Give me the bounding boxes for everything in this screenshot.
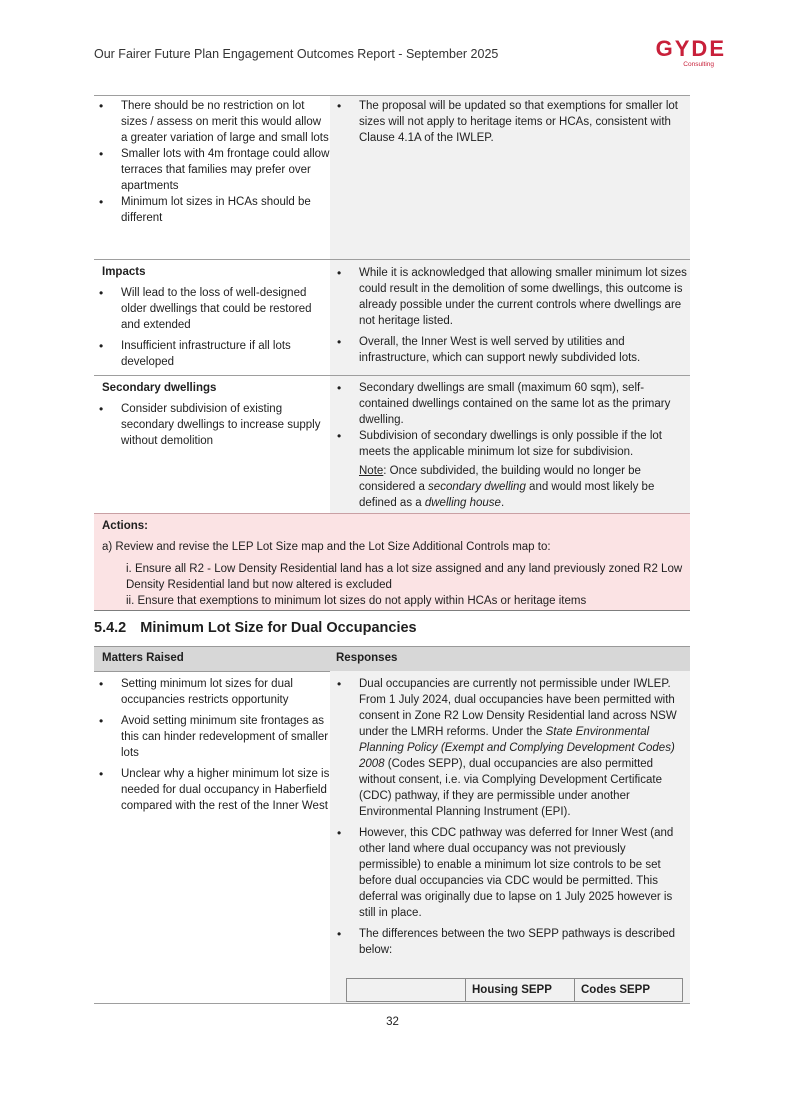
note-emphasis: dwelling house [424,497,501,509]
actions-box [94,513,690,611]
actions-subitems [94,555,690,609]
logo-subtitle: Consulting [683,61,714,68]
list-item: • While it is acknowledged that allowing smaller minimum lot sizes could result in the demolition of some dwellings, this outcome is already possible under the current controls where dwellings are not heritage listed. [359,265,690,329]
section-title [94,620,417,636]
matters-cell [94,96,330,260]
table-row [94,260,690,376]
list-item: • Unclear why a higher minimum lot size is needed for dual occupancy in Haberfield compared with the rest of the Inner West [121,766,330,814]
list-item: • Minimum lot sizes in HCAs should be different [121,194,330,226]
sepp-comparison-table [346,978,683,1002]
column-header-matters: Matters Raised [102,652,184,664]
response-text: Dual occupancies are currently not permissible under IWLEP. From 1 July 2024, dual occupancies have been permitted with consent in Zone R2 Low Density Residential land across NSW under the LMRH reforms. Under the [359,678,677,738]
list-item: • Will lead to the loss of well-designed older dwellings that could be restored and extended [121,285,330,333]
row-heading: Secondary dwellings [102,382,217,394]
matters-cell [94,376,330,516]
note-label: Note [359,465,384,477]
table-row [94,96,690,260]
list-item: • Subdivision of secondary dwellings is only possible if the lot meets the applicable minimum lot size for subdivision. [359,428,690,460]
note-text: and would most likely be defined as a [359,481,655,509]
list-item: • However, this CDC pathway was deferred for Inner West (and other land where dual occupancy was not previously permissible) to enable a minimum lot size controls to be set before dual occupancies via CDC would be permitted. This deferral was originally due to lapse on 1 July 2025 however is still in place. [359,825,690,921]
row-heading: Impacts [102,266,146,278]
section-number: 5.4.2 [94,620,127,636]
dual-occupancy-table [94,671,690,1004]
table-row [347,979,683,1002]
list-item: • Secondary dwellings are small (maximum 60 sqm), self-contained dwellings contained on the same lot as the primary dwelling. [359,380,690,428]
responses-cell [330,671,690,1004]
list-item: • The proposal will be updated so that exemptions for smaller lot sizes will not apply to heritage items or HCAs, consistent with Clause 4.1A of the IWLEP. [359,98,690,146]
actions-lead: a) Review and revise the LEP Lot Size map and the Lot Size Additional Controls map to: [102,541,551,553]
table-header [94,646,690,672]
section-heading: Minimum Lot Size for Dual Occupancies [140,620,417,636]
responses-cell [330,260,690,376]
gyde-logo [638,38,726,68]
note-text: : Once subdivided, the building would no longer be considered a [359,465,641,493]
list-item: • There should be no restriction on lot sizes / assess on merit this would allow a greater variation of large and small lots [121,98,330,146]
list-item: • The differences between the two SEPP pathways is described below: [359,926,690,958]
list-item: • Setting minimum lot sizes for dual occupancies restricts opportunity [121,676,330,708]
response-text: (Codes SEPP), dual occupancies are also permitted without consent, i.e. via Complying Development Certificate (CDC) pathway, if they are permissible under another Environmental Planning Instrument (EPI). [359,758,662,818]
response-emphasis: State Environmental Planning Policy (Exempt and Complying Development Codes) 2008 [359,726,675,770]
matters-cell [94,671,330,1004]
list-item: • Overall, the Inner West is well served by utilities and infrastructure, which can support newly subdivided lots. [359,334,690,366]
note-text: . [500,497,505,509]
table-header-cell: Housing SEPP [466,979,575,1002]
note-paragraph [330,463,690,511]
action-item: ii. Ensure that exemptions to minimum lot sizes do not apply within HCAs or heritage items [126,595,587,607]
table-row [94,376,690,516]
responses-cell [330,376,690,516]
list-item: • Consider subdivision of existing secondary dwellings to increase supply without demolition [121,401,330,449]
responses-cell [330,96,690,260]
list-item [359,676,690,820]
table-header-cell [347,979,466,1002]
column-header-responses: Responses [336,652,398,664]
logo-wordmark: GYDE [655,36,726,61]
action-item: i. Ensure all R2 - Low Density Residential land has a lot size assigned and any land previously zoned R2 Low Density Residential land but now altered is excluded [126,563,683,591]
list-item: • Insufficient infrastructure if all lots developed [121,338,330,370]
matters-cell [94,260,330,376]
actions-heading: Actions: [102,520,148,532]
table-header-cell: Codes SEPP [575,979,683,1002]
list-item: • Smaller lots with 4m frontage could allow terraces that families may prefer over apartments [121,146,330,194]
page-number: 32 [386,1016,399,1028]
list-item: • Avoid setting minimum site frontages as this can hinder redevelopment of smaller lots [121,713,330,761]
table-continued [94,95,690,515]
header-title: Our Fairer Future Plan Engagement Outcomes Report - September 2025 [94,47,499,61]
note-emphasis: secondary dwelling [428,481,526,493]
table-row [94,671,690,1004]
